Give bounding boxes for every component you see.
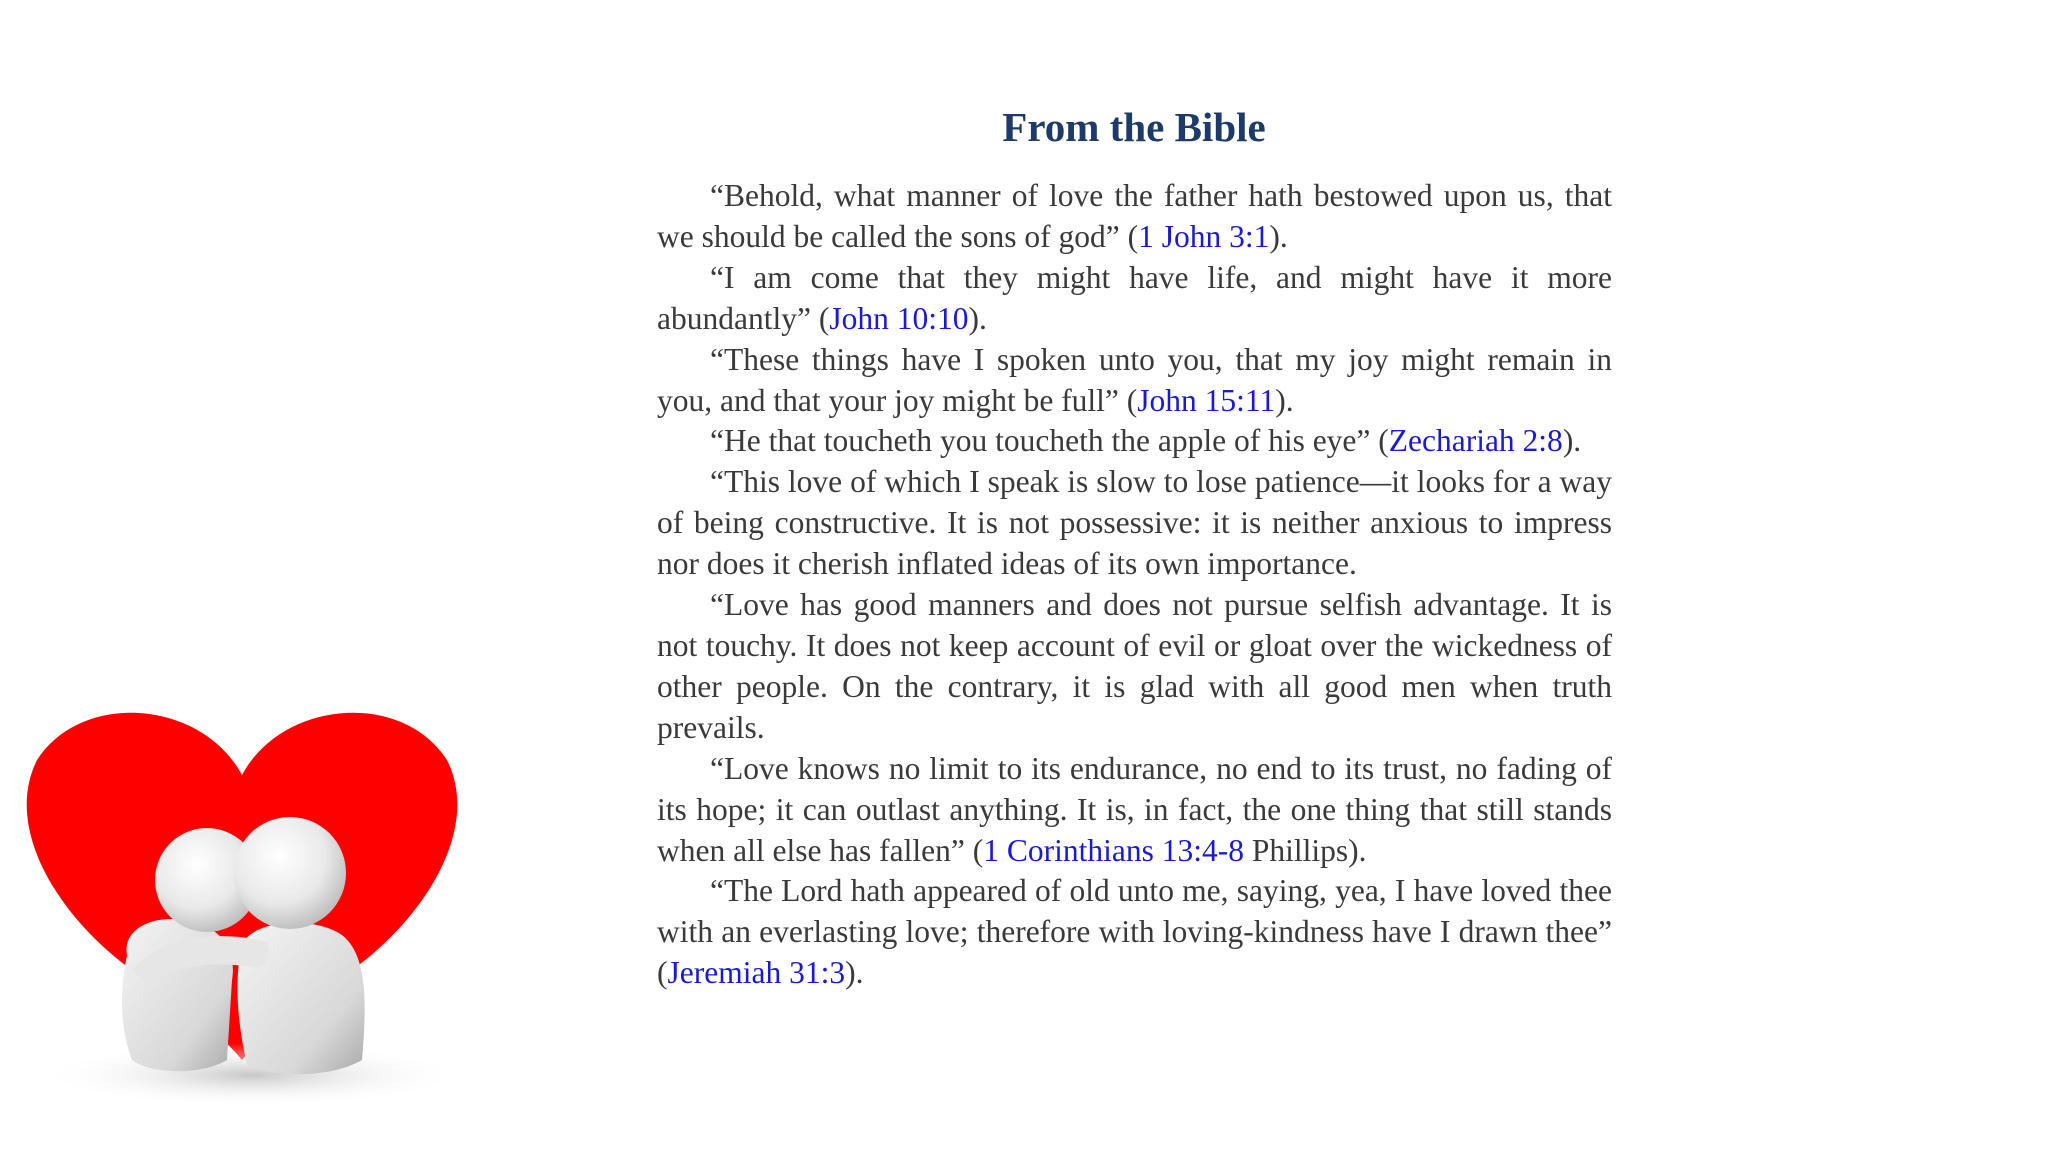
passage-quote: “He that toucheth you toucheth the apple of his eye” ( — [710, 423, 1389, 459]
passage — [657, 176, 1612, 258]
scripture-reference[interactable]: Zechariah 2:8 — [1388, 423, 1563, 459]
passage-quote: “I am come that they might have life, and might have it more abundantly” ( — [657, 259, 1612, 336]
passage-quote: “The Lord hath appeared of old unto me, saying, yea, I have loved thee with an everlasting love; therefore with loving-kindness have I drawn thee” ( — [657, 873, 1612, 991]
passage-close: Phillips). — [1243, 832, 1367, 868]
passage-quote: “Behold, what manner of love the father hath bestowed upon us, that we should be called the sons of god” ( — [657, 178, 1612, 254]
page-title: From the Bible — [1002, 104, 1266, 151]
passage — [657, 340, 1612, 422]
passage-quote: “These things have I spoken unto you, that my joy might remain in you, and that your joy might be full” ( — [657, 341, 1612, 418]
passage-close: ). — [845, 955, 864, 991]
passage-quote: “This love of which I speak is slow to lose patience—it looks for a way of being constructive. It is not possessive: it is neither anxious to impress nor does it cherish inflated ideas of its own importance. — [657, 464, 1612, 582]
passage-close: ). — [1275, 382, 1294, 418]
scripture-reference[interactable]: John 10:10 — [829, 300, 969, 336]
passage-close: ). — [968, 300, 987, 336]
passage-quote: “Love has good manners and does not pursue selfish advantage. It is not touchy. It does not keep account of evil or gloat over the wickedness of other people. On the contrary, it is glad with all good men when truth prevails. — [657, 587, 1612, 745]
passage-close: ). — [1562, 423, 1582, 459]
passage — [657, 749, 1612, 872]
passage — [657, 585, 1612, 749]
scripture-reference[interactable]: 1 John 3:1 — [1138, 218, 1270, 254]
passage — [657, 258, 1612, 340]
scripture-reference[interactable]: 1 Corinthians 13:4-8 — [983, 832, 1244, 868]
passage-close: ). — [1269, 218, 1288, 254]
passage — [657, 421, 1612, 462]
heart-couple-icon — [22, 680, 472, 1110]
scripture-reference[interactable]: Jeremiah 31:3 — [667, 955, 846, 991]
passage — [657, 871, 1612, 994]
passage — [657, 462, 1612, 585]
passage-quote: “Love knows no limit to its endurance, no end to its trust, no fading of its hope; it can outlast anything. It is, in fact, the one thing that still stands when all else has fallen” ( — [657, 750, 1612, 868]
scripture-reference[interactable]: John 15:11 — [1137, 382, 1276, 418]
scripture-passages — [657, 176, 1612, 994]
